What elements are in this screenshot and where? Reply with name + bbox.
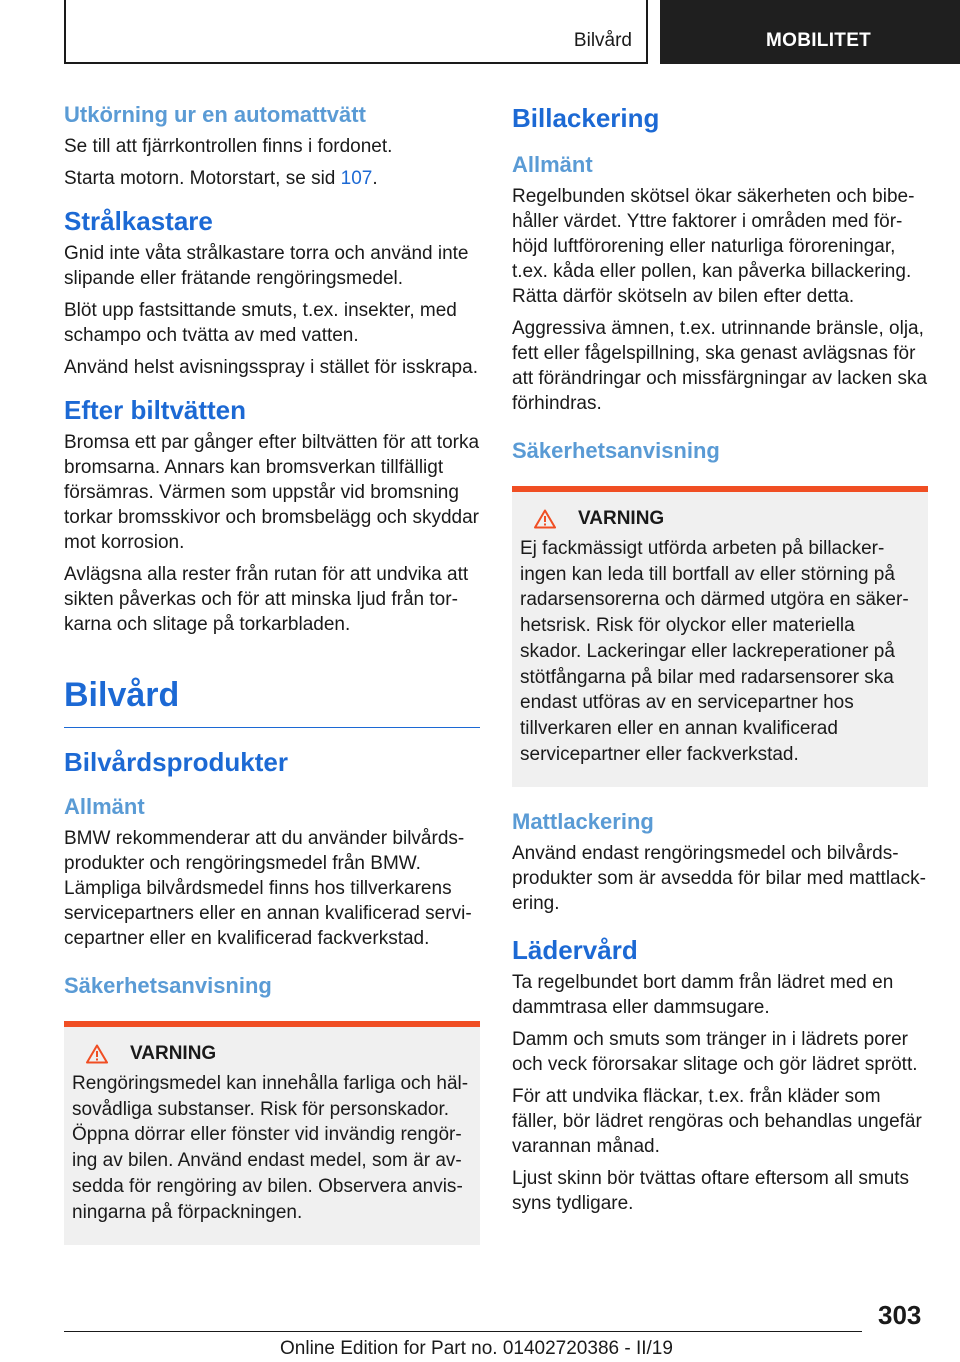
warning-box: [512, 486, 928, 787]
warning-triangle-icon: [534, 509, 556, 529]
warning-text: Ej fackmässigt utförda arbeten på billackeringen kan leda till bortfall av eller störning på radarsensorerna och därmed utgöra en säkerhetsrisk. Risk för olyckor eller materiella skador. Lackeringar eller lackreperationer på stötfångarna på bilar med radarsensorer ska endast utföras av en servicepartner hos tillverkaren eller en annan kvalificerad servicepartner eller fackverkstad.: [520, 538, 909, 765]
paragraph: Ta regelbundet bort damm från lädret med en dammtrasa eller dammsugare.: [512, 972, 894, 1019]
heading-bilvard: Bilvård: [64, 676, 180, 714]
paragraph: För att undvika fläckar, t.ex. från kläder som fäller, bör lädret rengöras och behandlas ungefär varannan månad.: [512, 1086, 922, 1158]
paragraph-text: Starta motorn. Motorstart, se sid: [64, 168, 341, 189]
heading-ladervard: Lädervård: [512, 935, 638, 966]
heading-mattlackering: Mattlackering: [512, 809, 654, 835]
footer-rule: [64, 1331, 862, 1332]
heading-allmant: Allmänt: [512, 152, 593, 177]
paragraph: [64, 166, 480, 191]
paragraph: Gnid inte våta strålkastare torra och använd inte slipande eller frätande rengöringsmedel.: [64, 243, 469, 289]
paragraph: Regelbunden skötsel ökar säkerheten och bibehåller värdet. Yttre faktorer i områden med förhöjd luftförorening eller naturliga föroreningar, t.ex. kåda eller pollen, kan påverka billackering. Rätta därför skötseln av bilen efter detta.: [512, 186, 915, 307]
left-column: [64, 100, 480, 1263]
heading-efter-biltvatten: Efter biltvätten: [64, 395, 247, 425]
paragraph: Bromsa ett par gånger efter biltvätten för att torka bromsarna. Annars kan bromsverkan tillfälligt försämras. Värmen som uppstår vid bromsning torkar bromsskivor och bromsbelägg och skyddar mot korrosion.: [64, 432, 480, 553]
heading-sakerhetsanvisning: Säkerhetsanvisning: [512, 438, 720, 463]
chapter-tab-label: MOBILITET: [766, 30, 872, 51]
warning-header: [72, 1043, 472, 1065]
paragraph: Ljust skinn bör tvättas oftare eftersom all smuts syns tydligare.: [512, 1168, 910, 1215]
paragraph: Använd helst avisningsspray i stället för isskrapa.: [64, 357, 478, 378]
paragraph: Damm och smuts som tränger in i lädrets porer och veck förorsakar slitage och gör lädret sprött.: [512, 1029, 918, 1076]
warning-text: Rengöringsmedel kan innehålla farliga och hälsovådliga substanser. Risk för personskador. Öppna dörrar eller fönster vid invändig rengöring av bilen. Använd endast medel, som är avsedda för rengöring av bilen. Observera anvisningarna på förpackningen.: [72, 1073, 469, 1223]
heading-sakerhetsanvisning: Säkerhetsanvisning: [64, 973, 272, 998]
heading-stralkastare: Strålkastare: [64, 206, 213, 236]
paragraph-text: .: [372, 168, 378, 189]
warning-box: [64, 1021, 480, 1245]
page-number: 303: [878, 1300, 922, 1330]
warning-title: VARNING: [578, 508, 665, 529]
warning-header: [520, 508, 920, 530]
paragraph: Se till att fjärrkontrollen finns i fordonet.: [64, 136, 393, 157]
paragraph: BMW rekommenderar att du använder bilvårdsprodukter och rengöringsmedel från BMW. Lämpliga bilvårdsmedel finns hos tillverkarens servicepartners eller en annan kvalificerad servicepartner eller en kvalificerad fackverkstad.: [64, 828, 472, 949]
footer-edition: Online Edition for Part no. 01402720386 - II/19: [280, 1338, 673, 1359]
heading-utkorning: Utkörning ur en automattvätt: [64, 102, 366, 127]
header-section-tab: [64, 0, 648, 64]
paragraph: Använd endast rengöringsmedel och bilvårdsprodukter som är avsedda för bilar med mattlackering.: [512, 843, 926, 915]
paragraph: Avlägsna alla rester från rutan för att undvika att sikten påverkas och för att minska ljud från torkarna och slitage på torkarbladen.: [64, 564, 469, 635]
header-chapter-tab: [660, 0, 960, 64]
warning-title: VARNING: [130, 1043, 217, 1064]
heading-billackering: Billackering: [512, 103, 660, 133]
page-link[interactable]: 107: [340, 168, 373, 189]
section-rule: [64, 727, 480, 728]
right-column: [512, 100, 928, 1223]
paragraph: Aggressiva ämnen, t.ex. utrinnande bränsle, olja, fett eller fågelspillning, ska genast avlägsnas för att förändringar och missfärgningar av lacken ska förhindras.: [512, 318, 928, 414]
warning-triangle-icon: [86, 1044, 108, 1064]
section-tab-label: Bilvård: [573, 30, 632, 51]
heading-bilvardsprodukter: Bilvårdsprodukter: [64, 747, 288, 777]
paragraph: Blöt upp fastsittande smuts, t.ex. insekter, med schampo och tvätta av med vatten.: [64, 300, 457, 346]
heading-allmant: Allmänt: [64, 794, 145, 819]
